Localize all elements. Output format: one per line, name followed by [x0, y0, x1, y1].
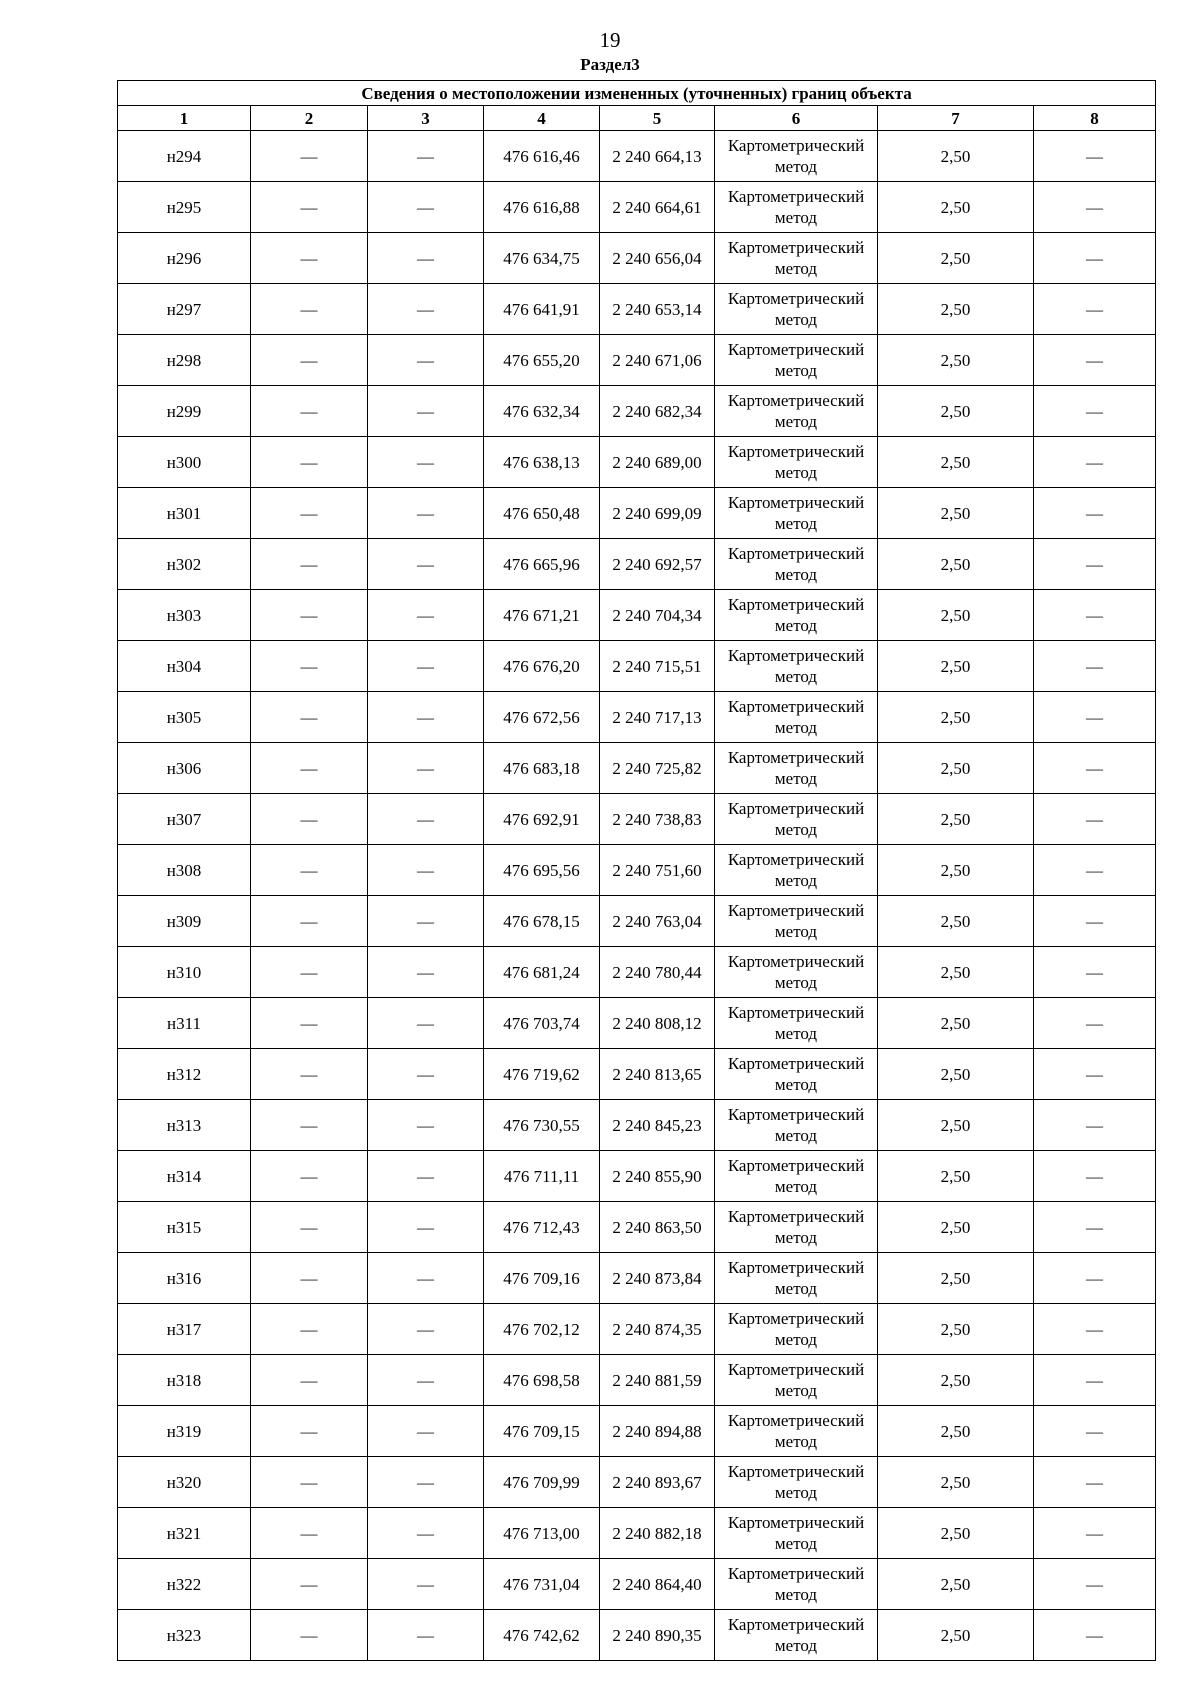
table-row: [118, 1559, 1156, 1610]
determination-method: Картометрический метод: [715, 1151, 878, 1202]
column-3-value: —: [368, 1508, 484, 1559]
coordinate-y: 2 240 656,04: [600, 233, 715, 284]
column-3-value: —: [368, 794, 484, 845]
table-row: [118, 1202, 1156, 1253]
determination-method: Картометрический метод: [715, 590, 878, 641]
determination-method: Картометрический метод: [715, 386, 878, 437]
column-8-value: —: [1034, 743, 1156, 794]
determination-method: Картометрический метод: [715, 1202, 878, 1253]
point-name: н320: [118, 1457, 251, 1508]
column-2-value: —: [251, 947, 368, 998]
point-name: н296: [118, 233, 251, 284]
determination-method: Картометрический метод: [715, 1559, 878, 1610]
coordinate-y: 2 240 715,51: [600, 641, 715, 692]
column-2-value: —: [251, 131, 368, 182]
column-3-value: —: [368, 1355, 484, 1406]
coordinate-x: 476 709,16: [484, 1253, 600, 1304]
column-2-value: —: [251, 1508, 368, 1559]
coordinate-x: 476 681,24: [484, 947, 600, 998]
table-row: [118, 1253, 1156, 1304]
table-row: [118, 743, 1156, 794]
column-8-value: —: [1034, 1559, 1156, 1610]
column-8-value: —: [1034, 1406, 1156, 1457]
column-8-value: —: [1034, 947, 1156, 998]
column-2-value: —: [251, 1253, 368, 1304]
coordinate-x: 476 703,74: [484, 998, 600, 1049]
column-8-value: —: [1034, 998, 1156, 1049]
column-3-value: —: [368, 845, 484, 896]
table-row: [118, 386, 1156, 437]
coordinate-x: 476 731,04: [484, 1559, 600, 1610]
coordinate-y: 2 240 664,13: [600, 131, 715, 182]
coordinate-y: 2 240 894,88: [600, 1406, 715, 1457]
column-2-value: —: [251, 794, 368, 845]
coordinate-x: 476 678,15: [484, 896, 600, 947]
coordinate-x: 476 711,11: [484, 1151, 600, 1202]
column-2-value: —: [251, 335, 368, 386]
column-3-value: —: [368, 284, 484, 335]
accuracy-value: 2,50: [878, 998, 1034, 1049]
determination-method: Картометрический метод: [715, 1100, 878, 1151]
column-8-value: —: [1034, 1151, 1156, 1202]
accuracy-value: 2,50: [878, 1559, 1034, 1610]
point-name: н302: [118, 539, 251, 590]
coordinate-x: 476 719,62: [484, 1049, 600, 1100]
column-2-value: —: [251, 1049, 368, 1100]
determination-method: Картометрический метод: [715, 1355, 878, 1406]
coordinate-x: 476 709,99: [484, 1457, 600, 1508]
point-name: н322: [118, 1559, 251, 1610]
column-2-value: —: [251, 590, 368, 641]
coordinate-y: 2 240 893,67: [600, 1457, 715, 1508]
accuracy-value: 2,50: [878, 386, 1034, 437]
table-row: [118, 233, 1156, 284]
column-header-8: 8: [1034, 106, 1156, 131]
coordinate-y: 2 240 717,13: [600, 692, 715, 743]
column-2-value: —: [251, 539, 368, 590]
coordinate-y: 2 240 664,61: [600, 182, 715, 233]
accuracy-value: 2,50: [878, 590, 1034, 641]
table-row: [118, 335, 1156, 386]
column-8-value: —: [1034, 488, 1156, 539]
column-3-value: —: [368, 1202, 484, 1253]
point-name: н298: [118, 335, 251, 386]
determination-method: Картометрический метод: [715, 1253, 878, 1304]
accuracy-value: 2,50: [878, 1355, 1034, 1406]
column-8-value: —: [1034, 1508, 1156, 1559]
column-8-value: —: [1034, 386, 1156, 437]
column-3-value: —: [368, 1559, 484, 1610]
accuracy-value: 2,50: [878, 947, 1034, 998]
table-row: [118, 1100, 1156, 1151]
accuracy-value: 2,50: [878, 233, 1034, 284]
table-row: [118, 1049, 1156, 1100]
coordinate-x: 476 665,96: [484, 539, 600, 590]
point-name: н311: [118, 998, 251, 1049]
point-name: н301: [118, 488, 251, 539]
table-row: [118, 845, 1156, 896]
determination-method: Картометрический метод: [715, 539, 878, 590]
accuracy-value: 2,50: [878, 743, 1034, 794]
coordinate-x: 476 712,43: [484, 1202, 600, 1253]
accuracy-value: 2,50: [878, 794, 1034, 845]
coordinate-y: 2 240 873,84: [600, 1253, 715, 1304]
determination-method: Картометрический метод: [715, 1610, 878, 1661]
column-8-value: —: [1034, 692, 1156, 743]
coordinate-x: 476 655,20: [484, 335, 600, 386]
column-3-value: —: [368, 743, 484, 794]
coordinate-y: 2 240 699,09: [600, 488, 715, 539]
determination-method: Картометрический метод: [715, 1457, 878, 1508]
point-name: н309: [118, 896, 251, 947]
point-name: н294: [118, 131, 251, 182]
coordinate-x: 476 713,00: [484, 1508, 600, 1559]
column-3-value: —: [368, 998, 484, 1049]
accuracy-value: 2,50: [878, 845, 1034, 896]
coordinate-x: 476 742,62: [484, 1610, 600, 1661]
column-2-value: —: [251, 1355, 368, 1406]
column-3-value: —: [368, 131, 484, 182]
column-8-value: —: [1034, 539, 1156, 590]
table-row: [118, 437, 1156, 488]
table-row: [118, 998, 1156, 1049]
determination-method: Картометрический метод: [715, 998, 878, 1049]
column-2-value: —: [251, 1100, 368, 1151]
determination-method: Картометрический метод: [715, 1508, 878, 1559]
accuracy-value: 2,50: [878, 1406, 1034, 1457]
column-3-value: —: [368, 488, 484, 539]
column-header-4: 4: [484, 106, 600, 131]
column-8-value: —: [1034, 1610, 1156, 1661]
column-header-6: 6: [715, 106, 878, 131]
column-header-2: 2: [251, 106, 368, 131]
coordinate-y: 2 240 845,23: [600, 1100, 715, 1151]
column-header-5: 5: [600, 106, 715, 131]
column-3-value: —: [368, 1406, 484, 1457]
table-row: [118, 131, 1156, 182]
accuracy-value: 2,50: [878, 1457, 1034, 1508]
coordinate-x: 476 634,75: [484, 233, 600, 284]
point-name: н312: [118, 1049, 251, 1100]
column-2-value: —: [251, 1610, 368, 1661]
coordinate-y: 2 240 780,44: [600, 947, 715, 998]
column-2-value: —: [251, 437, 368, 488]
coordinate-y: 2 240 890,35: [600, 1610, 715, 1661]
column-2-value: —: [251, 1457, 368, 1508]
column-number-row: [118, 106, 1156, 131]
coordinate-x: 476 671,21: [484, 590, 600, 641]
column-3-value: —: [368, 1610, 484, 1661]
determination-method: Картометрический метод: [715, 1304, 878, 1355]
column-8-value: —: [1034, 641, 1156, 692]
coordinate-x: 476 730,55: [484, 1100, 600, 1151]
accuracy-value: 2,50: [878, 1304, 1034, 1355]
coordinate-x: 476 698,58: [484, 1355, 600, 1406]
boundary-coordinates-table: [117, 80, 1156, 1661]
determination-method: Картометрический метод: [715, 284, 878, 335]
point-name: н308: [118, 845, 251, 896]
point-name: н307: [118, 794, 251, 845]
coordinate-x: 476 683,18: [484, 743, 600, 794]
column-8-value: —: [1034, 1253, 1156, 1304]
column-8-value: —: [1034, 1355, 1156, 1406]
coordinate-y: 2 240 682,34: [600, 386, 715, 437]
coordinate-y: 2 240 689,00: [600, 437, 715, 488]
accuracy-value: 2,50: [878, 896, 1034, 947]
column-2-value: —: [251, 896, 368, 947]
table-row: [118, 182, 1156, 233]
accuracy-value: 2,50: [878, 539, 1034, 590]
coordinate-x: 476 692,91: [484, 794, 600, 845]
coordinate-y: 2 240 864,40: [600, 1559, 715, 1610]
coordinate-y: 2 240 763,04: [600, 896, 715, 947]
table-row: [118, 1610, 1156, 1661]
accuracy-value: 2,50: [878, 1100, 1034, 1151]
page-number: 19: [599, 28, 621, 52]
column-3-value: —: [368, 437, 484, 488]
column-8-value: —: [1034, 233, 1156, 284]
accuracy-value: 2,50: [878, 335, 1034, 386]
accuracy-value: 2,50: [878, 131, 1034, 182]
table-row: [118, 1508, 1156, 1559]
column-3-value: —: [368, 1049, 484, 1100]
coordinate-y: 2 240 751,60: [600, 845, 715, 896]
coordinate-x: 476 638,13: [484, 437, 600, 488]
coordinate-x: 476 632,34: [484, 386, 600, 437]
table-row: [118, 692, 1156, 743]
column-3-value: —: [368, 692, 484, 743]
point-name: н318: [118, 1355, 251, 1406]
accuracy-value: 2,50: [878, 692, 1034, 743]
point-name: н295: [118, 182, 251, 233]
table-row: [118, 1457, 1156, 1508]
table-row: [118, 1151, 1156, 1202]
determination-method: Картометрический метод: [715, 1049, 878, 1100]
section-title: Раздел3: [580, 55, 640, 74]
coordinate-x: 476 616,88: [484, 182, 600, 233]
column-2-value: —: [251, 386, 368, 437]
column-3-value: —: [368, 1457, 484, 1508]
coordinate-y: 2 240 653,14: [600, 284, 715, 335]
determination-method: Картометрический метод: [715, 488, 878, 539]
determination-method: Картометрический метод: [715, 794, 878, 845]
coordinate-x: 476 672,56: [484, 692, 600, 743]
accuracy-value: 2,50: [878, 641, 1034, 692]
coordinate-x: 476 650,48: [484, 488, 600, 539]
column-2-value: —: [251, 641, 368, 692]
column-8-value: —: [1034, 845, 1156, 896]
coordinate-y: 2 240 874,35: [600, 1304, 715, 1355]
column-3-value: —: [368, 641, 484, 692]
accuracy-value: 2,50: [878, 1202, 1034, 1253]
column-2-value: —: [251, 488, 368, 539]
column-header-7: 7: [878, 106, 1034, 131]
accuracy-value: 2,50: [878, 1253, 1034, 1304]
column-8-value: —: [1034, 182, 1156, 233]
point-name: н305: [118, 692, 251, 743]
column-3-value: —: [368, 233, 484, 284]
column-8-value: —: [1034, 1304, 1156, 1355]
coordinate-y: 2 240 808,12: [600, 998, 715, 1049]
determination-method: Картометрический метод: [715, 845, 878, 896]
point-name: н303: [118, 590, 251, 641]
column-2-value: —: [251, 692, 368, 743]
determination-method: Картометрический метод: [715, 692, 878, 743]
column-8-value: —: [1034, 335, 1156, 386]
column-8-value: —: [1034, 1049, 1156, 1100]
column-8-value: —: [1034, 437, 1156, 488]
point-name: н306: [118, 743, 251, 794]
coordinate-x: 476 702,12: [484, 1304, 600, 1355]
accuracy-value: 2,50: [878, 437, 1034, 488]
column-3-value: —: [368, 1304, 484, 1355]
point-name: н317: [118, 1304, 251, 1355]
column-3-value: —: [368, 590, 484, 641]
point-name: н300: [118, 437, 251, 488]
accuracy-value: 2,50: [878, 1151, 1034, 1202]
column-2-value: —: [251, 1559, 368, 1610]
coordinate-y: 2 240 725,82: [600, 743, 715, 794]
determination-method: Картометрический метод: [715, 641, 878, 692]
column-8-value: —: [1034, 131, 1156, 182]
column-8-value: —: [1034, 1202, 1156, 1253]
table-row: [118, 1406, 1156, 1457]
point-name: н313: [118, 1100, 251, 1151]
coordinate-x: 476 676,20: [484, 641, 600, 692]
column-2-value: —: [251, 1151, 368, 1202]
column-3-value: —: [368, 1100, 484, 1151]
table-row: [118, 896, 1156, 947]
column-3-value: —: [368, 1151, 484, 1202]
table-row: [118, 641, 1156, 692]
table-row: [118, 1304, 1156, 1355]
accuracy-value: 2,50: [878, 1049, 1034, 1100]
point-name: н299: [118, 386, 251, 437]
determination-method: Картометрический метод: [715, 437, 878, 488]
point-name: н310: [118, 947, 251, 998]
table-row: [118, 590, 1156, 641]
table-row: [118, 1355, 1156, 1406]
coordinate-x: 476 641,91: [484, 284, 600, 335]
table-caption: Сведения о местоположении измененных (уточненных) границ объекта: [118, 81, 1156, 106]
column-3-value: —: [368, 947, 484, 998]
point-name: н304: [118, 641, 251, 692]
coordinate-x: 476 709,15: [484, 1406, 600, 1457]
accuracy-value: 2,50: [878, 1508, 1034, 1559]
point-name: н297: [118, 284, 251, 335]
column-8-value: —: [1034, 1100, 1156, 1151]
column-2-value: —: [251, 1202, 368, 1253]
column-2-value: —: [251, 233, 368, 284]
point-name: н314: [118, 1151, 251, 1202]
accuracy-value: 2,50: [878, 182, 1034, 233]
accuracy-value: 2,50: [878, 488, 1034, 539]
column-2-value: —: [251, 1406, 368, 1457]
column-3-value: —: [368, 1253, 484, 1304]
table-row: [118, 794, 1156, 845]
column-2-value: —: [251, 845, 368, 896]
coordinate-y: 2 240 863,50: [600, 1202, 715, 1253]
column-8-value: —: [1034, 794, 1156, 845]
table-row: [118, 539, 1156, 590]
coordinate-y: 2 240 704,34: [600, 590, 715, 641]
column-8-value: —: [1034, 590, 1156, 641]
coordinate-x: 476 695,56: [484, 845, 600, 896]
column-3-value: —: [368, 182, 484, 233]
coordinate-y: 2 240 692,57: [600, 539, 715, 590]
point-name: н321: [118, 1508, 251, 1559]
coordinate-y: 2 240 671,06: [600, 335, 715, 386]
table-row: [118, 947, 1156, 998]
column-2-value: —: [251, 1304, 368, 1355]
determination-method: Картометрический метод: [715, 1406, 878, 1457]
column-3-value: —: [368, 335, 484, 386]
point-name: н323: [118, 1610, 251, 1661]
table-body: [118, 131, 1156, 1661]
column-8-value: —: [1034, 896, 1156, 947]
column-3-value: —: [368, 896, 484, 947]
column-2-value: —: [251, 284, 368, 335]
determination-method: Картометрический метод: [715, 896, 878, 947]
column-8-value: —: [1034, 1457, 1156, 1508]
coordinate-y: 2 240 813,65: [600, 1049, 715, 1100]
accuracy-value: 2,50: [878, 1610, 1034, 1661]
column-2-value: —: [251, 182, 368, 233]
column-8-value: —: [1034, 284, 1156, 335]
determination-method: Картометрический метод: [715, 233, 878, 284]
coordinate-y: 2 240 738,83: [600, 794, 715, 845]
coordinate-y: 2 240 881,59: [600, 1355, 715, 1406]
column-3-value: —: [368, 539, 484, 590]
determination-method: Картометрический метод: [715, 182, 878, 233]
accuracy-value: 2,50: [878, 284, 1034, 335]
coordinate-y: 2 240 882,18: [600, 1508, 715, 1559]
determination-method: Картометрический метод: [715, 947, 878, 998]
column-header-3: 3: [368, 106, 484, 131]
column-2-value: —: [251, 998, 368, 1049]
determination-method: Картометрический метод: [715, 335, 878, 386]
coordinate-x: 476 616,46: [484, 131, 600, 182]
column-header-1: 1: [118, 106, 251, 131]
coordinate-y: 2 240 855,90: [600, 1151, 715, 1202]
point-name: н319: [118, 1406, 251, 1457]
point-name: н315: [118, 1202, 251, 1253]
determination-method: Картометрический метод: [715, 131, 878, 182]
column-3-value: —: [368, 386, 484, 437]
point-name: н316: [118, 1253, 251, 1304]
determination-method: Картометрический метод: [715, 743, 878, 794]
table-row: [118, 488, 1156, 539]
column-2-value: —: [251, 743, 368, 794]
table-row: [118, 284, 1156, 335]
